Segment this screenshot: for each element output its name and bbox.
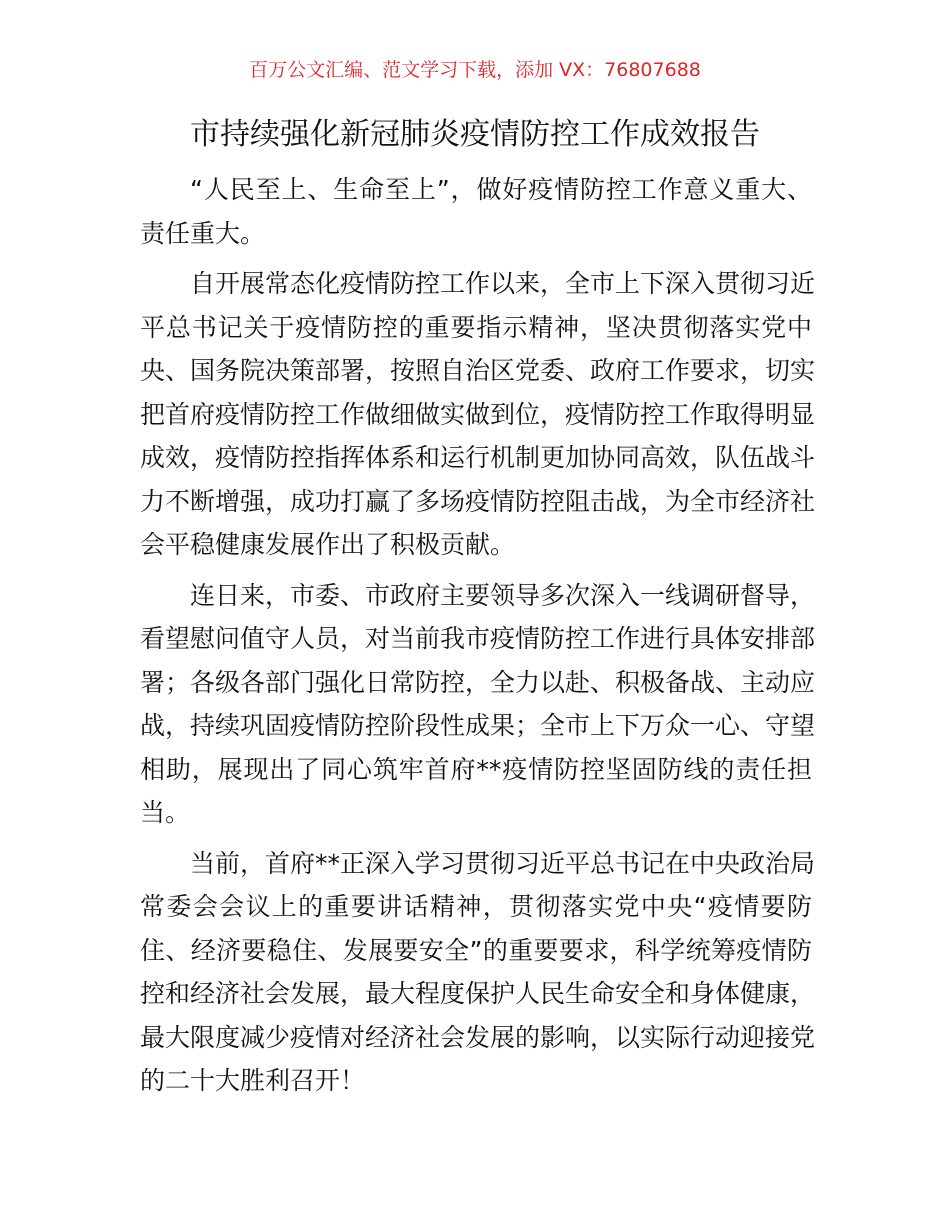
text-line: 控和经济社会发展，最大程度保护人民生命安全和身体健康，: [140, 979, 816, 1008]
paragraph-4: [140, 842, 816, 1103]
paragraph-1: [140, 168, 812, 255]
text-line: 责任重大。: [140, 218, 266, 248]
document-body: [140, 168, 816, 1110]
text-line: 连日来，市委、市政府主要领导多次深入一线调研督导，: [190, 580, 816, 610]
text-line: 当。: [140, 798, 191, 827]
paragraph-2: [140, 262, 816, 567]
text-line: 战，持续巩固疫情防控阶段性成果；全市上下万众一心、守望: [140, 711, 816, 740]
watermark-header: 百万公文汇编、范文学习下载，添加 VX：76807688: [249, 59, 701, 81]
text-line: 住、经济要稳住、发展要安全”的重要要求，科学统筹疫情防: [140, 935, 812, 965]
text-line: 常委会会议上的重要讲话精神，贯彻落实党中央“疫情要防: [140, 892, 812, 921]
text-line: 成效，疫情防控指挥体系和运行机制更加协同高效，队伍战斗: [140, 443, 816, 472]
text-line: 看望慰问值守人员，对当前我市疫情防控工作进行具体安排部: [140, 624, 816, 653]
text-line: 力不断增强，成功打赢了多场疫情防控阻击战，为全市经济社: [140, 486, 816, 516]
document-title: 市持续强化新冠肺炎疫情防控工作成效报告: [190, 117, 760, 152]
text-line: 央、国务院决策部署，按照自治区党委、政府工作要求，切实: [140, 356, 816, 385]
text-line: 最大限度减少疫情对经济社会发展的影响，以实际行动迎接党: [140, 1022, 816, 1052]
text-line: 的二十大胜利召开！: [140, 1066, 366, 1095]
text-line: 相助，展现出了同心筑牢首府**疫情防控坚固防线的责任担: [140, 754, 812, 784]
text-line: 当前，首府**正深入学习贯彻习近平总书记在中央政治局: [190, 848, 816, 878]
text-line: 自开展常态化疫情防控工作以来，全市上下深入贯彻习近: [190, 269, 816, 298]
text-line: 署；各级各部门强化日常防控，全力以赴、积极备战、主动应: [140, 667, 816, 697]
text-line: 平总书记关于疫情防控的重要指示精神，坚决贯彻落实党中: [140, 312, 812, 342]
text-line: 把首府疫情防控工作做细做实做到位，疫情防控工作取得明显: [140, 399, 816, 429]
text-line: “人民至上、生命至上”，做好疫情防控工作意义重大、: [190, 175, 812, 204]
text-line: 会平稳健康发展作出了积极贡献。: [140, 530, 516, 559]
paragraph-3: [140, 574, 816, 835]
